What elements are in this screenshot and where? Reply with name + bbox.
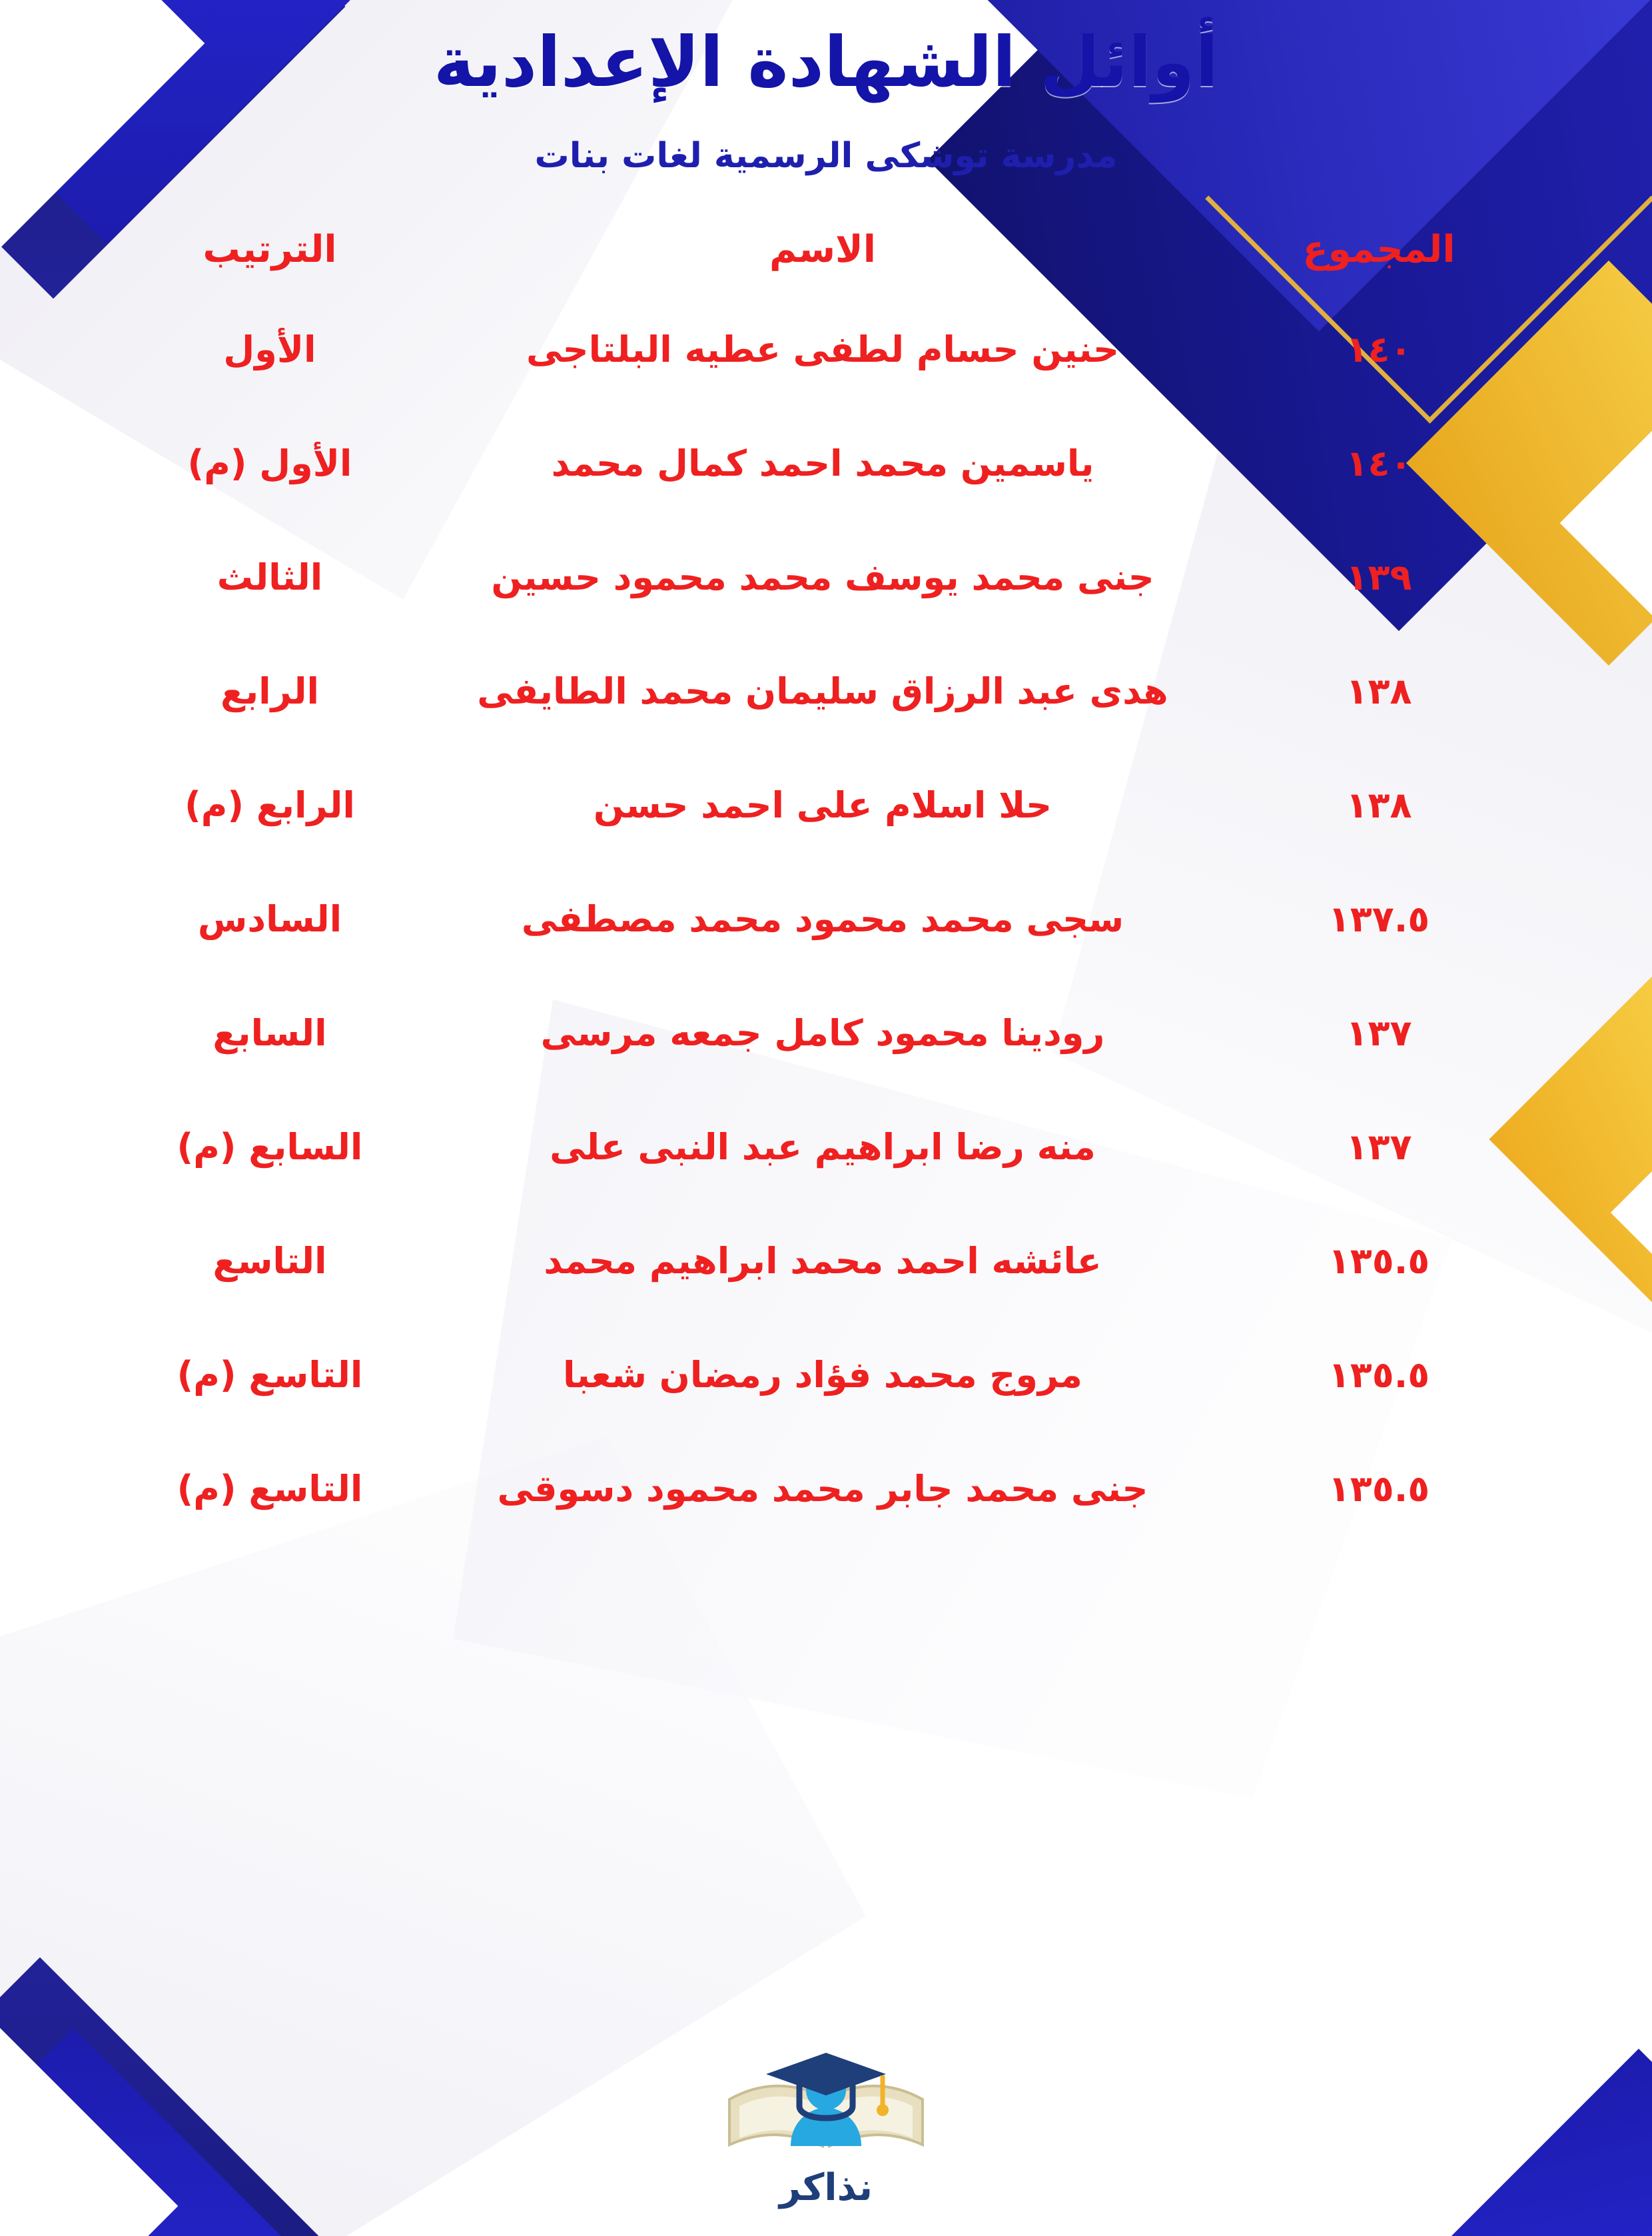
cell-name: حلا اسلام على احمد حسن (593, 784, 1052, 826)
cell-rank: السادس (197, 898, 342, 940)
cell-name: هدى عبد الرزاق سليمان محمد الطايفى (477, 670, 1168, 712)
cell-rank: الأول (م) (187, 442, 352, 484)
cell-rank: التاسع (م) (177, 1354, 363, 1396)
cell-name: سجى محمد محمود محمد مصطفى (521, 898, 1124, 940)
cell-total: ١٤٠ (1346, 442, 1412, 484)
table-row (127, 634, 1525, 748)
page-title: أوائل الشهادة الإعدادية (433, 21, 1219, 103)
cell-total: ١٣٥.٥ (1328, 1468, 1430, 1510)
cell-rank: الأول (223, 328, 316, 370)
cell-name: منه رضا ابراهيم عبد النبى على (550, 1126, 1096, 1168)
column-header-total: المجموع (1302, 228, 1455, 271)
table-row (127, 976, 1525, 1090)
cell-name: عائشه احمد محمد ابراهيم محمد (544, 1240, 1102, 1282)
cell-total: ١٣٧.٥ (1328, 898, 1430, 940)
table-row (127, 748, 1525, 862)
table-row (127, 520, 1525, 634)
graduation-book-icon (716, 2026, 936, 2159)
cell-rank: الثالث (216, 556, 323, 598)
table-row (127, 862, 1525, 976)
brand-logo (716, 2026, 936, 2209)
cell-name: مروج محمد فؤاد رمضان شعبا (563, 1354, 1082, 1396)
cell-name: ياسمين محمد احمد كمال محمد (551, 442, 1094, 484)
cell-total: ١٣٥.٥ (1328, 1240, 1430, 1282)
cell-name: رودينا محمود كامل جمعه مرسى (540, 1012, 1105, 1054)
cell-total: ١٤٠ (1346, 328, 1412, 370)
column-header-name: الاسم (769, 228, 876, 271)
cell-rank: التاسع (212, 1240, 327, 1282)
cell-total: ١٣٧ (1346, 1126, 1412, 1168)
cell-total: ١٣٧ (1346, 1012, 1412, 1054)
cell-total: ١٣٨ (1346, 670, 1412, 712)
cell-total: ١٣٨ (1346, 784, 1412, 826)
cell-rank: التاسع (م) (177, 1468, 363, 1510)
table-row (127, 1318, 1525, 1432)
table-row (127, 406, 1525, 520)
cell-rank: السابع (212, 1012, 327, 1054)
school-name: مدرسة توشكى الرسمية لغات بنات (534, 136, 1118, 176)
honors-table (127, 216, 1525, 1546)
cell-name: حنين حسام لطفى عطيه البلتاجى (526, 328, 1119, 370)
table-header-row (127, 216, 1525, 292)
cell-name: جنى محمد يوسف محمد محمود حسين (491, 556, 1154, 598)
cell-rank: السابع (م) (177, 1126, 363, 1168)
cell-name: جنى محمد جابر محمد محمود دسوقى (497, 1468, 1148, 1510)
cell-rank: الرابع (م) (185, 784, 355, 826)
brand-name: نذاكر (779, 2166, 873, 2209)
table-row (127, 292, 1525, 406)
column-header-rank: الترتيب (203, 228, 337, 271)
cell-total: ١٣٩ (1346, 556, 1412, 598)
table-row (127, 1204, 1525, 1318)
footer (0, 2026, 1652, 2209)
table-row (127, 1090, 1525, 1204)
cell-rank: الرابع (220, 670, 320, 712)
table-row (127, 1432, 1525, 1546)
honors-table-body (127, 292, 1525, 1546)
cell-total: ١٣٥.٥ (1328, 1354, 1430, 1396)
